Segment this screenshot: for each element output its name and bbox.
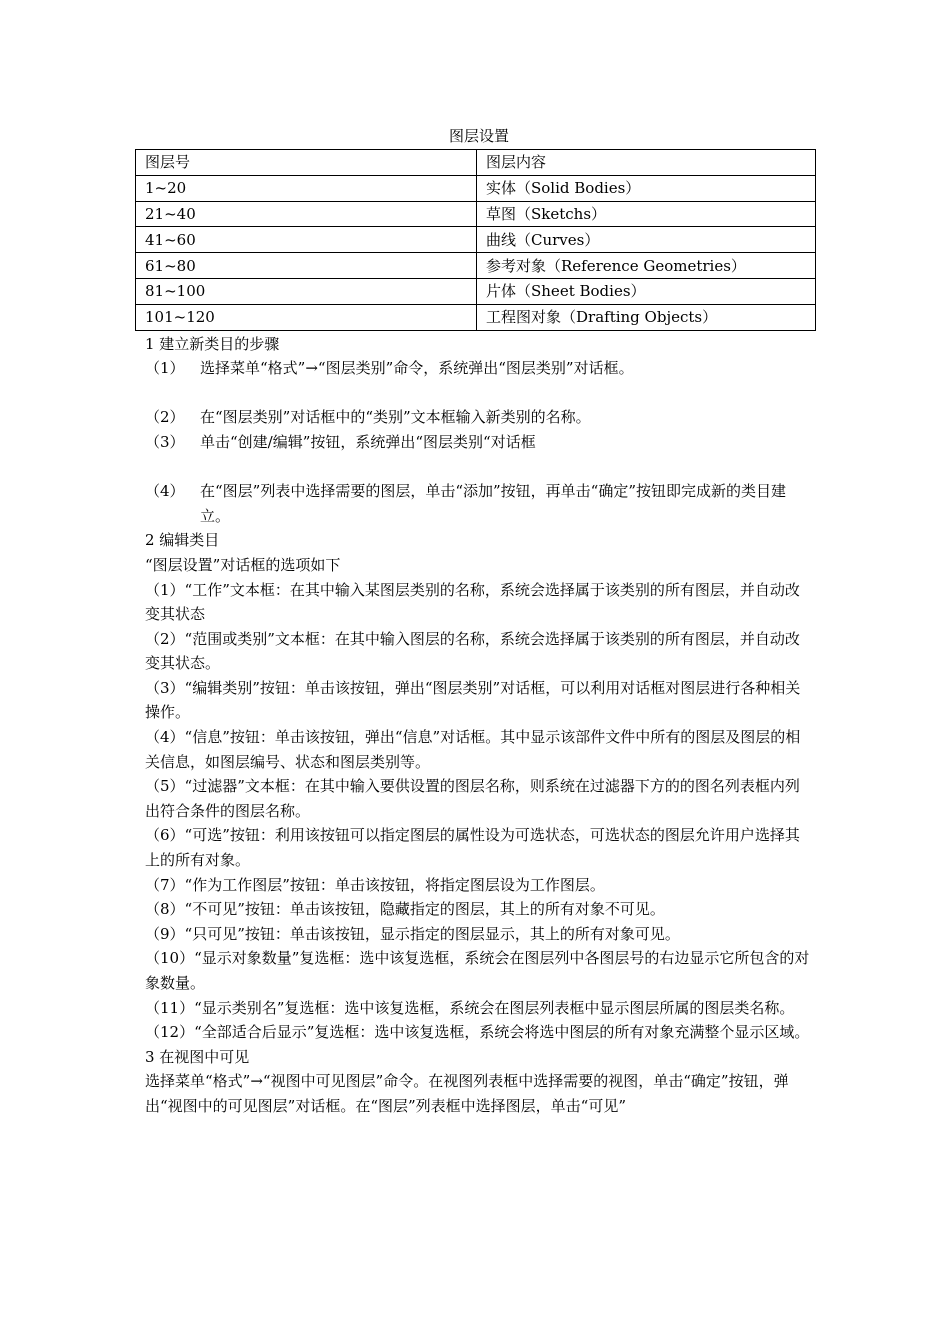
option-item: （2）“范围或类别”文本框：在其中输入图层的名称，系统会选择属于该类别的所有图层，并自动改变其状态。 bbox=[145, 629, 800, 673]
layer-content-cell: 工程图对象（Drafting Objects） bbox=[477, 304, 816, 330]
table-caption: 图层设置 bbox=[448, 127, 509, 145]
document-content bbox=[145, 124, 813, 1119]
layer-content-cell: 曲线（Curves） bbox=[477, 227, 816, 253]
table-row bbox=[136, 227, 816, 253]
step-number: （1） bbox=[145, 359, 185, 378]
option-item: （6）“可选”按钮：利用该按钮可以指定图层的属性设为可选状态，可选状态的图层允许用户选择其上的所有对象。 bbox=[145, 826, 800, 870]
option-item: （10）“显示对象数量”复选框：选中该复选框，系统会在图层列中各图层号的右边显示它所包含的对象数量。 bbox=[145, 949, 810, 993]
table-row bbox=[136, 201, 816, 227]
blank-line bbox=[145, 455, 813, 480]
step-text: 在“图层类别”对话框中的“类别”文本框输入新类别的名称。 bbox=[200, 408, 591, 427]
table-header-cell: 图层内容 bbox=[477, 150, 816, 176]
layer-content-cell: 草图（Sketchs） bbox=[477, 201, 816, 227]
option-item: （7）“作为工作图层”按钮：单击该按钮，将指定图层设为工作图层。 bbox=[145, 875, 605, 894]
option-item: （4）“信息”按钮：单击该按钮，弹出“信息”对话框。其中显示该部件文件中所有的图层及图层的相关信息，如图层编号、状态和图层类别等。 bbox=[145, 728, 801, 771]
section-body: 选择菜单“格式”→“视图中可见图层”命令。在视图列表框中选择需要的视图，单击“确定”按钮，弹出“视图中的可见图层”对话框。在“图层”列表框中选择图层，单击“可见” bbox=[145, 1072, 789, 1115]
layer-content-cell: 片体（Sheet Bodies） bbox=[477, 278, 816, 304]
layer-range-cell: 81~100 bbox=[136, 278, 477, 304]
table-row bbox=[136, 304, 816, 330]
option-item: （3）“编辑类别”按钮：单击该按钮，弹出“图层类别”对话框，可以利用对话框对图层进行各种相关操作。 bbox=[145, 678, 801, 722]
table-header-cell: 图层号 bbox=[136, 150, 477, 176]
option-item: （9）“只可见”按钮：单击该按钮，显示指定的图层显示，其上的所有对象可见。 bbox=[145, 924, 680, 943]
layer-range-cell: 1~20 bbox=[136, 175, 477, 201]
layer-content-cell: 实体（Solid Bodies） bbox=[477, 175, 816, 201]
option-item: （12）“全部适合后显示”复选框：选中该复选框，系统会将选中图层的所有对象充满整个显示区域。 bbox=[145, 1023, 810, 1042]
section-intro: “图层设置”对话框的选项如下 bbox=[145, 555, 341, 574]
layer-range-cell: 61~80 bbox=[136, 253, 477, 279]
table-row bbox=[136, 253, 816, 279]
step-text: 选择菜单“格式”→“图层类别”命令，系统弹出“图层类别”对话框。 bbox=[200, 359, 634, 378]
section-heading: 2 编辑类目 bbox=[145, 531, 220, 550]
list-item bbox=[145, 356, 813, 381]
layer-settings-table bbox=[135, 149, 816, 331]
step-text: 单击“创建/编辑”按钮，系统弹出“图层类别“对话框 bbox=[200, 432, 536, 451]
list-item bbox=[145, 430, 813, 455]
list-item bbox=[145, 405, 813, 430]
step-number: （2） bbox=[145, 408, 185, 427]
step-number: （4） bbox=[145, 482, 185, 501]
blank-line bbox=[145, 381, 813, 406]
layer-range-cell: 21~40 bbox=[136, 201, 477, 227]
option-item: （8）“不可见”按钮：单击该按钮，隐藏指定的图层，其上的所有对象不可见。 bbox=[145, 900, 665, 919]
section-heading: 3 在视图中可见 bbox=[145, 1047, 250, 1066]
section-heading: 1 建立新类目的步骤 bbox=[145, 334, 280, 353]
table-header-row bbox=[136, 150, 816, 176]
layer-range-cell: 101~120 bbox=[136, 304, 477, 330]
step-text: 在“图层”列表中选择需要的图层，单击“添加”按钮，再单击“确定”按钮即完成新的类目建立。 bbox=[200, 482, 787, 525]
table-row bbox=[136, 278, 816, 304]
option-item: （5）“过滤器”文本框：在其中输入要供设置的图层名称，则系统在过滤器下方的的图名列表框内列出符合条件的图层名称。 bbox=[145, 777, 800, 820]
layer-range-cell: 41~60 bbox=[136, 227, 477, 253]
option-item: （11）“显示类别名”复选框：选中该复选框，系统会在图层列表框中显示图层所属的图层类名称。 bbox=[145, 998, 795, 1017]
option-item: （1）“工作”文本框：在其中输入某图层类别的名称，系统会选择属于该类别的所有图层，并自动改变其状态 bbox=[145, 580, 800, 624]
list-item bbox=[145, 479, 813, 528]
step-number: （3） bbox=[145, 432, 185, 451]
table-row bbox=[136, 175, 816, 201]
layer-content-cell: 参考对象（Reference Geometries） bbox=[477, 253, 816, 279]
